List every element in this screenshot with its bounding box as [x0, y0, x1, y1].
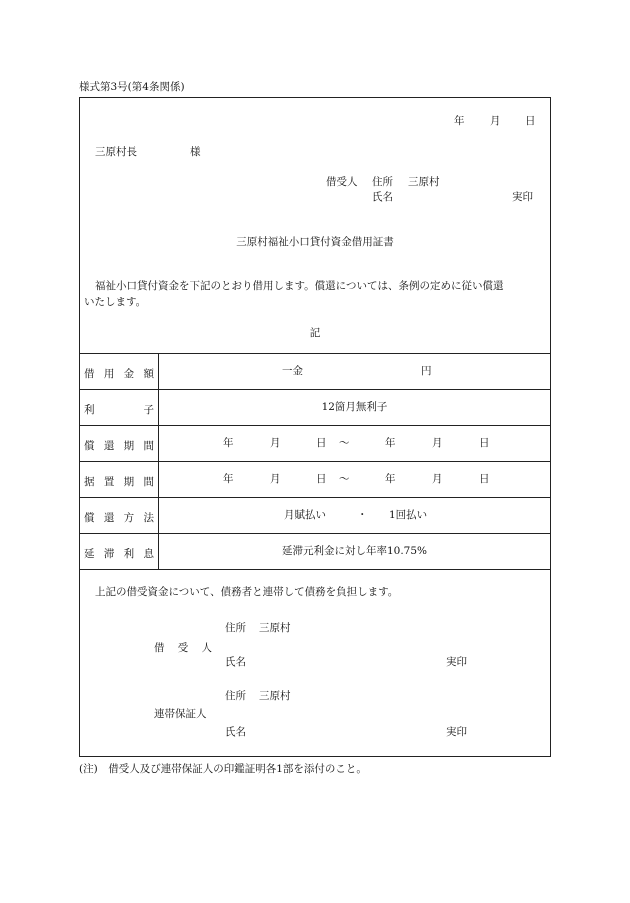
footnote: (注) 借受人及び連帯保証人の印鑑証明各1部を添付のこと。: [79, 763, 367, 775]
date-year: 年: [454, 115, 465, 127]
grace-start-month: 月: [270, 473, 281, 485]
table-column-divider: [158, 353, 159, 569]
repay-method-separator: ・: [357, 509, 368, 521]
addressee-name: 三原村長: [95, 146, 137, 158]
row-label-grace-period: 据 置 期 間: [84, 476, 154, 488]
table-rule-top: [79, 353, 551, 354]
borrower-address-value: 三原村: [408, 176, 440, 188]
repay-method-lump: 1回払い: [389, 509, 428, 521]
signatory-guarantor-seal: 実印: [446, 726, 467, 738]
loan-amount-unit: 円: [421, 365, 432, 377]
signatory-borrower-role: 借 受 人: [154, 642, 212, 654]
repay-method-monthly: 月賦払い: [284, 509, 326, 521]
body-text-line1: 福祉小口貸付資金を下記のとおり借用します。償還については、条例の定めに従い償還: [95, 280, 504, 292]
signatory-guarantor-address-label: 住所: [225, 690, 246, 702]
table-rule: [79, 533, 551, 534]
signatory-borrower-name-label: 氏名: [225, 656, 246, 668]
borrower-seal: 実印: [512, 191, 533, 203]
repay-start-day: 日: [316, 437, 327, 449]
ki-marker: 記: [309, 327, 321, 339]
table-rule: [79, 425, 551, 426]
body-text-line2: いたします。: [84, 296, 147, 308]
borrower-role: 借受人: [326, 176, 358, 188]
signatory-borrower-address-value: 三原村: [259, 622, 291, 634]
row-label-repayment-period: 償 還 期 間: [84, 440, 154, 452]
grace-start-day: 日: [316, 473, 327, 485]
grace-end-day: 日: [479, 473, 490, 485]
form-number-label: 様式第3号(第4条関係): [79, 81, 185, 93]
grace-start-year: 年: [223, 473, 234, 485]
late-interest-value: 延滞元利金に対し年率10.75%: [281, 545, 428, 557]
row-label-late-interest: 延 滞 利 息: [84, 548, 154, 560]
interest-value: 12箇月無利子: [321, 401, 388, 413]
date-day: 日: [525, 115, 536, 127]
table-rule: [79, 389, 551, 390]
borrower-name-label: 氏名: [372, 191, 393, 203]
repay-tilde: ～: [339, 437, 350, 449]
grace-tilde: ～: [339, 473, 350, 485]
signatory-guarantor-name-label: 氏名: [225, 726, 246, 738]
signatory-guarantor-address-value: 三原村: [259, 690, 291, 702]
table-rule-bottom: [79, 569, 551, 570]
row-label-repayment-method: 償 還 方 法: [84, 512, 154, 524]
table-rule: [79, 461, 551, 462]
guarantee-statement: 上記の借受資金について、債務者と連帯して債務を負担します。: [95, 586, 399, 598]
grace-end-month: 月: [432, 473, 443, 485]
borrower-address-label: 住所: [372, 176, 393, 188]
grace-end-year: 年: [385, 473, 396, 485]
repay-start-month: 月: [270, 437, 281, 449]
table-rule: [79, 497, 551, 498]
signatory-guarantor-role: 連帯保証人: [154, 708, 207, 720]
repay-end-day: 日: [479, 437, 490, 449]
document-title: 三原村福祉小口貸付資金借用証書: [236, 236, 394, 248]
form-frame: [79, 97, 551, 757]
repay-start-year: 年: [223, 437, 234, 449]
addressee-honorific: 様: [190, 146, 201, 158]
date-month: 月: [490, 115, 501, 127]
row-label-loan-amount: 借 用 金 額: [84, 368, 154, 380]
repay-end-year: 年: [385, 437, 396, 449]
repay-end-month: 月: [432, 437, 443, 449]
loan-amount-prefix: 一金: [282, 365, 303, 377]
row-label-interest: 利 子: [84, 404, 154, 416]
signatory-borrower-seal: 実印: [446, 656, 467, 668]
signatory-borrower-address-label: 住所: [225, 622, 246, 634]
